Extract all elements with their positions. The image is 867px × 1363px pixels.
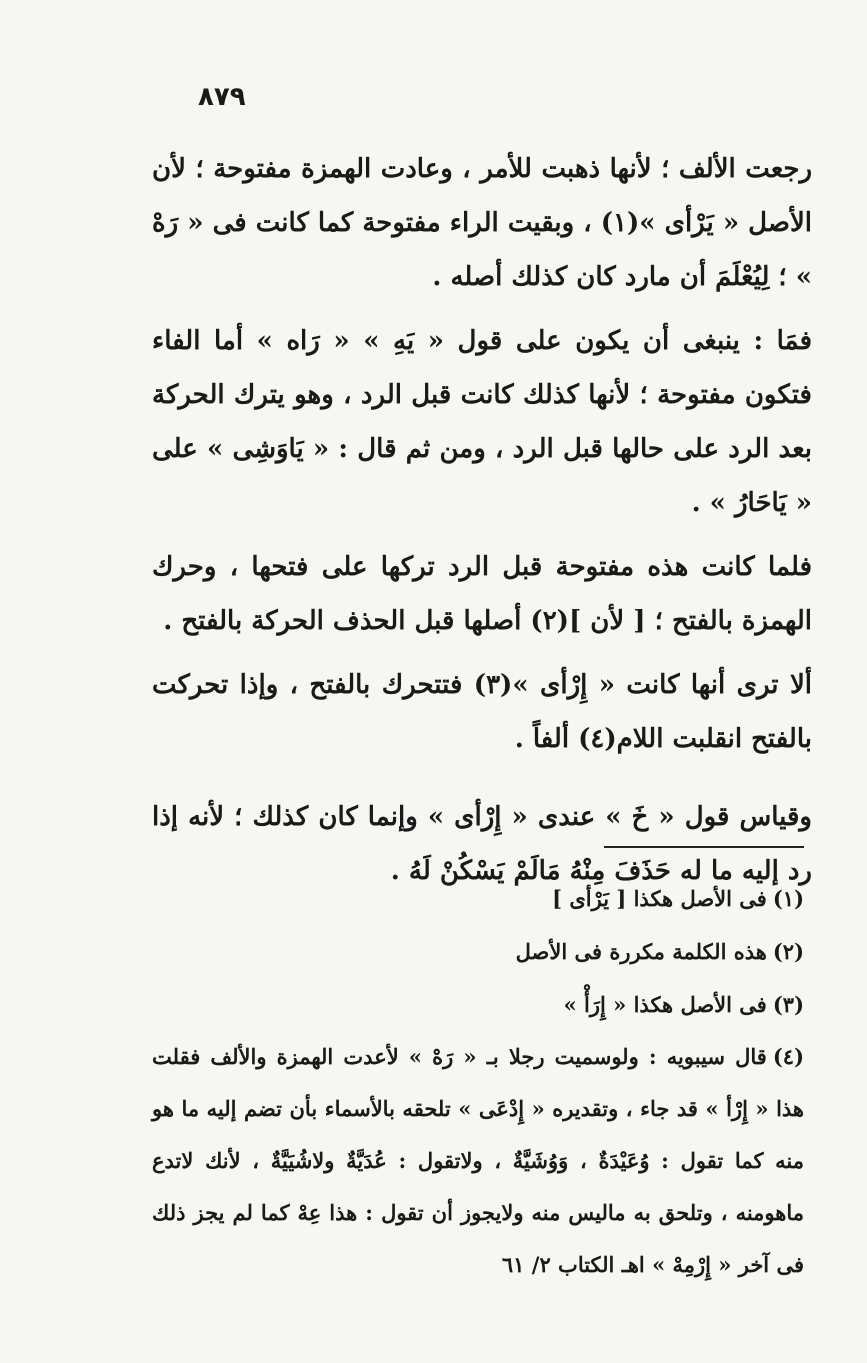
- paragraph-5: وقياس قول « خَ » عندى « إِرْأى » وإنما كان كذلك ؛ لأنه إذا رد إليه ما له حَذَفَ مِنْهُ مَالَمْ يَسْكُنْ لَهُ .: [152, 802, 812, 886]
- paragraph-4: ألا ترى أنها كانت « إِرْأى »(٣) فتتحرك بالفتح ، وإذا تحركت بالفتح انقلبت اللام(٤) ألفاً .: [152, 670, 812, 754]
- footnote-4: [152, 1031, 804, 1291]
- footnote-number: (٤): [772, 1044, 804, 1069]
- footnote-2: [152, 925, 804, 978]
- footnote-divider: [604, 846, 804, 848]
- footnote-number: (٣): [772, 992, 804, 1017]
- footnotes: [152, 872, 804, 1291]
- paragraph-2: فمَا : ينبغى أن يكون على قول « يَهِ » « رَاه » أما الفاء فتكون مفتوحة ؛ لأنها كذلك كانت قبل الرد ، وهو يترك الحركة بعد الرد على حالها قبل الرد ، ومن ثم قال : « يَاوَشِى » على « يَاحَارُ » .: [152, 326, 812, 518]
- footnote-text: هذه الكلمة مكررة فى الأصل: [515, 939, 767, 964]
- paragraph-1: رجعت الألف ؛ لأنها ذهبت للأمر ، وعادت الهمزة مفتوحة ؛ لأن الأصل « يَرْأى »(١) ، وبقيت الراء مفتوحة كما كانت فى « رَهْ » ؛ لِيُعْلَمَ أن مارد كان كذلك أصله .: [152, 154, 812, 292]
- footnote-text: فى الأصل هكذا [ يَرْأى ]: [552, 886, 767, 911]
- footnote-number: (٢): [772, 939, 804, 964]
- footnote-1: [152, 872, 804, 925]
- footnote-text: قال سيبويه : ولوسميت رجلا بـ « رَهْ » لأعدت الهمزة والألف فقلت هذا « إِرْأ » قد جاء ، وتقديره « إِدْعَى » تلحقه بالأسماء بأن تضم إليه ما هو منه كما تقول : وُعَيْدَةٌ ، وَوُشَيَّةٌ ، ولاتقول : عُدَيَّةٌ ولاشُيَيَّةٌ ، لأنك لاتدع ماهومنه ، وتلحق به ماليس منه ولايجوز أن تقول : هذا عِهْ كما لم يجز ذلك فى آخر « إِرْمِهْ » اهـ الكتاب ٢/ ٦١: [152, 1044, 804, 1277]
- footnote-text: فى الأصل هكذا « إِرَأْ »: [563, 992, 767, 1017]
- footnote-3: [152, 978, 804, 1031]
- main-text: [152, 142, 812, 908]
- page-number: ٨٧٩: [198, 82, 246, 112]
- footnote-number: (١): [772, 886, 804, 911]
- paragraph-3: فلما كانت هذه مفتوحة قبل الرد تركها على فتحها ، وحرك الهمزة بالفتح ؛ [ لأن ](٢) أصلها قبل الحذف الحركة بالفتح .: [152, 552, 812, 636]
